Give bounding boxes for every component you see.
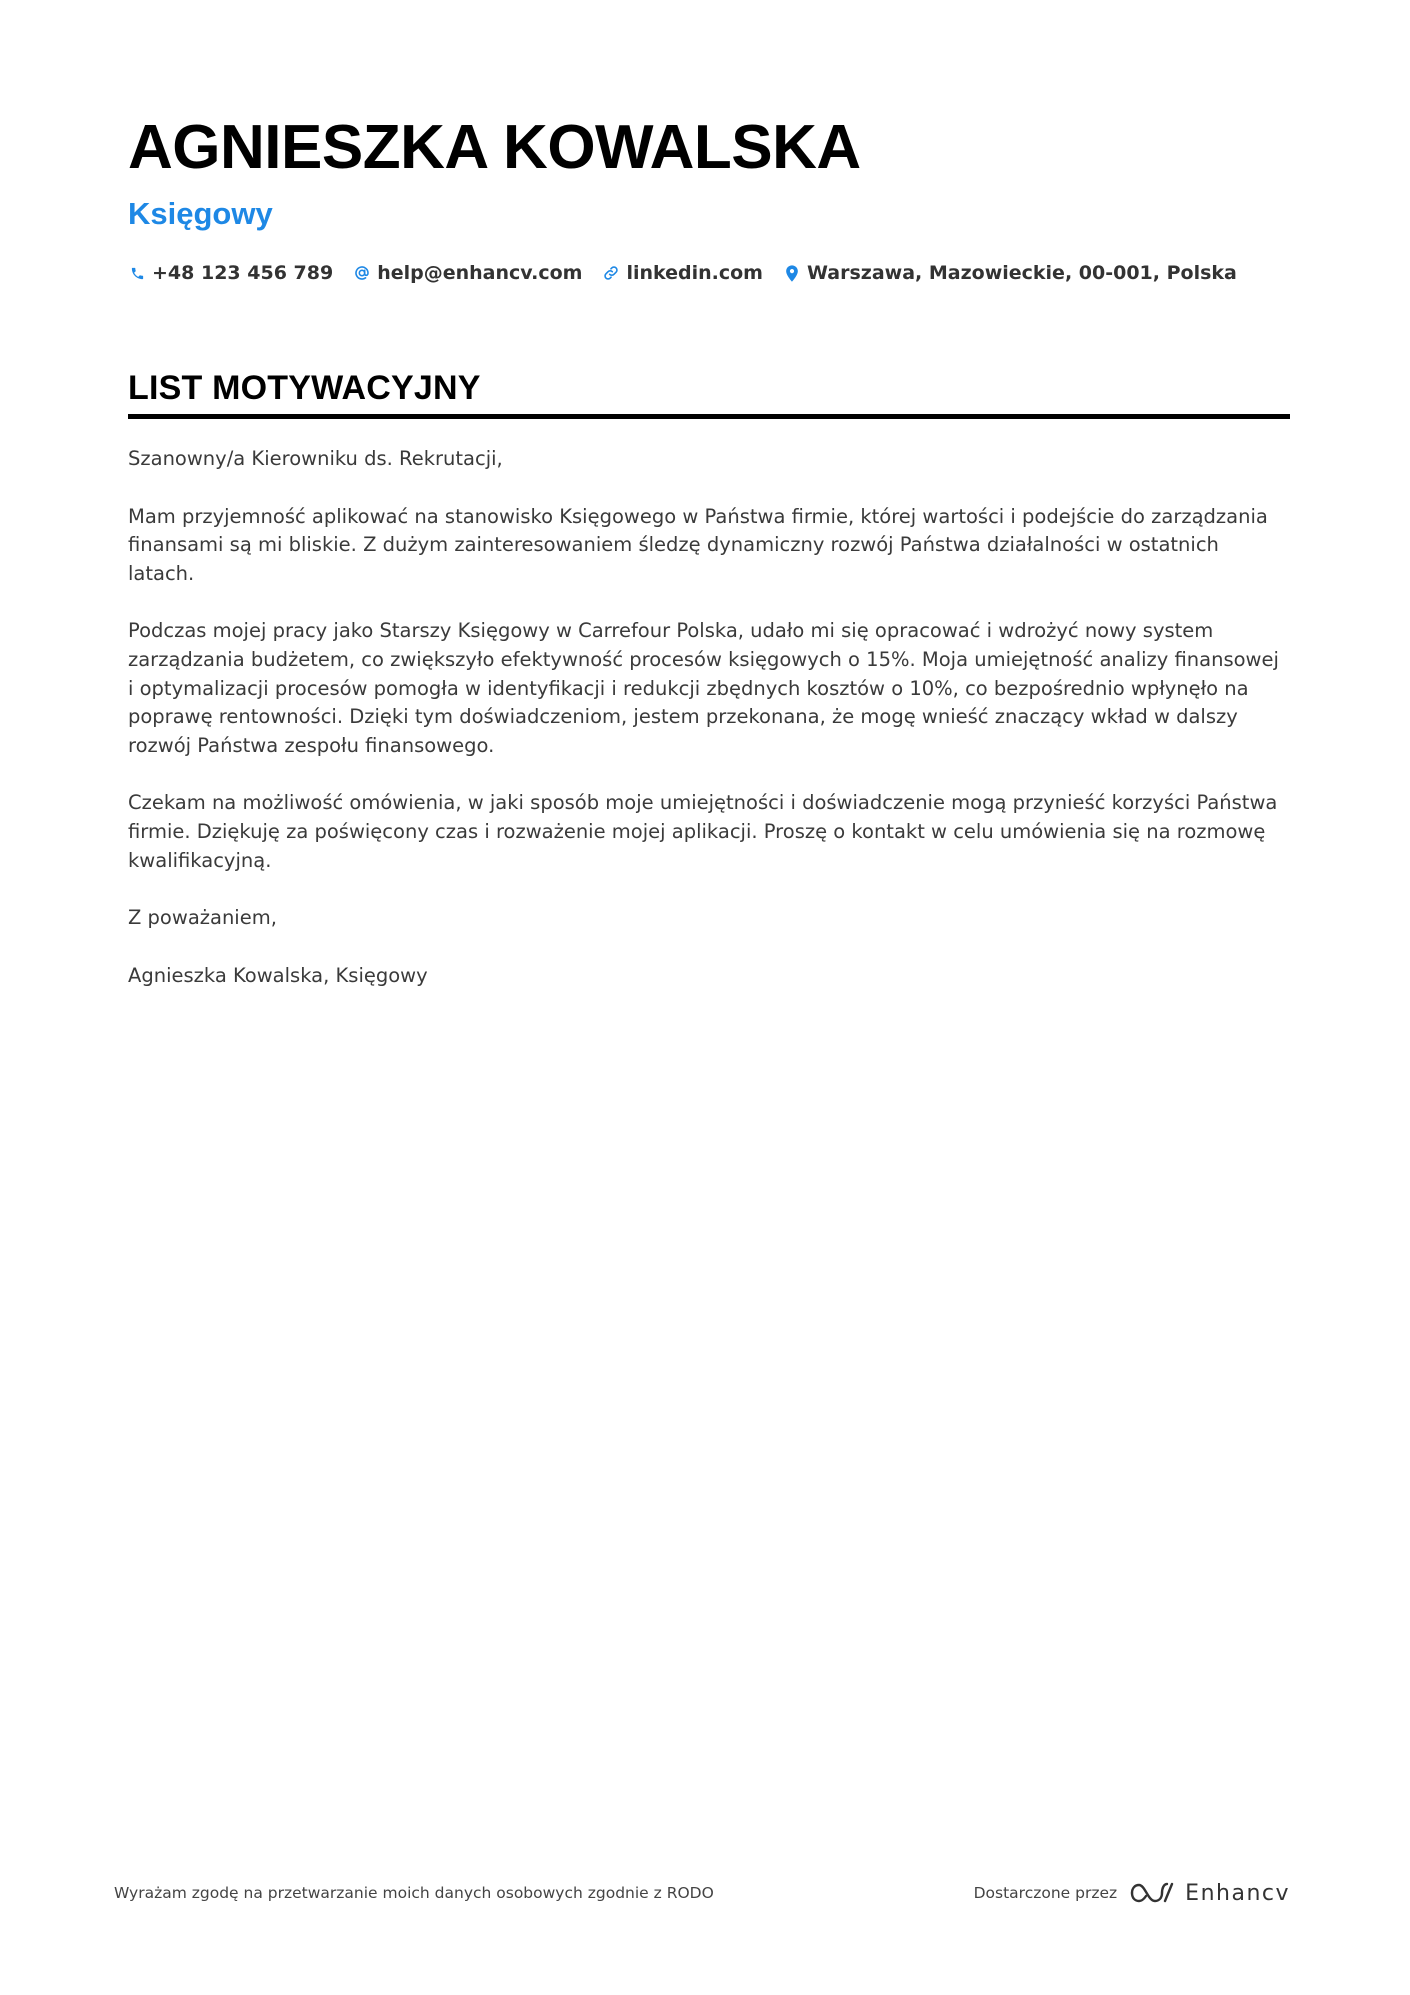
contact-location [783, 262, 1237, 284]
contact-bar [128, 262, 1288, 284]
letter-signature: Agnieszka Kowalska, Księgowy [128, 963, 428, 987]
letter-closing: Z poważaniem, [128, 906, 277, 930]
brand-name: Enhancv [1185, 1880, 1290, 1906]
contact-email[interactable] [353, 262, 582, 284]
gdpr-consent: Wyrażam zgodę na przetwarzanie moich danych osobowych zgodnie z RODO [114, 1884, 714, 1902]
letter-paragraph: Czekam na możliwość omówienia, w jaki sposób moje umiejętności i doświadczenie mogą przynieść korzyści Państwa firmie. Dziękuję za poświęcony czas i rozważenie mojej aplikacji. Proszę o kontakt w celu umówienia się na rozmowę kwalifikacyjną. [128, 791, 1278, 872]
candidate-role: Księgowy [128, 196, 273, 231]
letter-greeting: Szanowny/a Kierowniku ds. Rekrutacji, [128, 447, 503, 470]
location-text: Warszawa, Mazowieckie, 00-001, Polska [806, 262, 1237, 284]
powered-by[interactable] [974, 1880, 1290, 1906]
website-text[interactable]: linkedin.com [626, 262, 763, 284]
enhancv-logo-icon [1129, 1880, 1175, 1906]
cover-letter-section [128, 366, 1290, 1019]
footer [114, 1880, 1290, 1906]
section-divider [128, 414, 1290, 419]
at-icon [353, 264, 371, 282]
contact-phone [128, 262, 333, 284]
phone-text: +48 123 456 789 [152, 262, 334, 284]
section-title: LIST MOTYWACYJNY [128, 369, 481, 407]
candidate-name: AGNIESZKA KOWALSKA [128, 113, 861, 182]
letter-paragraph: Podczas mojej pracy jako Starszy Księgowy w Carrefour Polska, udało mi się opracować i wdrożyć nowy system zarządzania budżetem, co zwiększyło efektywność procesów księgowych o 15%. Moja umiejętność analizy finansowej i optymalizacji procesów pomogła w identyfikacji i redukcji zbędnych kosztów o 10%, co bezpośrednio wpłynęło na poprawę rentowności. Dzięki tym doświadczeniom, jestem przekonana, że mogę wnieść znaczący wkład w dalszy rozwój Państwa zespołu finansowego. [128, 619, 1279, 757]
powered-by-label: Dostarczone przez [973, 1884, 1118, 1902]
phone-icon [128, 264, 146, 282]
link-icon [602, 264, 620, 282]
email-text[interactable]: help@enhancv.com [377, 262, 583, 284]
letter-body [128, 445, 1290, 990]
map-pin-icon [783, 264, 801, 282]
header [128, 108, 1288, 284]
contact-website[interactable] [602, 262, 763, 284]
letter-paragraph: Mam przyjemność aplikować na stanowisko Księgowego w Państwa firmie, której wartości i podejście do zarządzania finansami są mi bliskie. Z dużym zainteresowaniem śledzę dynamiczny rozwój Państwa działalności w ostatnich latach. [128, 504, 1268, 585]
